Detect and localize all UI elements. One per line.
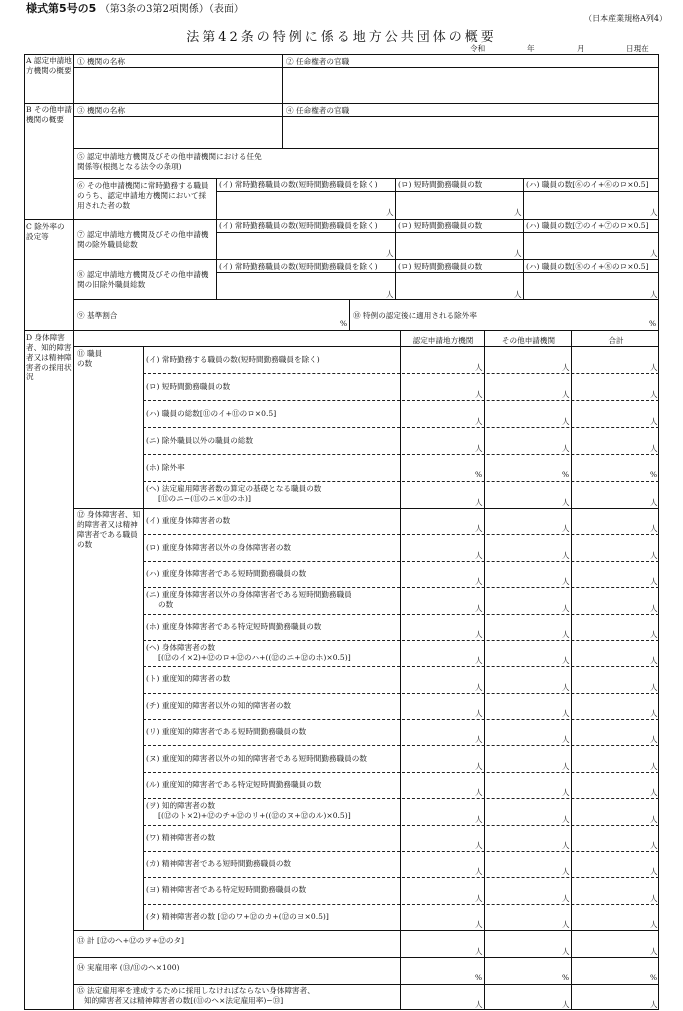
unit-person: 人 [650,893,658,903]
group-12-row-label: (イ) 重度身体障害者の数 [146,516,231,526]
row-15-sub: 知的障害者又は精神障害者の数[(⑪のヘ×法定雇用率)−⑬] [84,996,284,1005]
unit-person: 人 [475,1000,483,1009]
unit-person: 人 [386,249,394,258]
unit-percent: % [650,470,658,479]
c8-col-regular: (イ) 常時勤務職員の数(短時間勤務職員を除く) [219,262,378,271]
row-14-label: ⑭ 実雇用率 (⑬/⑪のヘ×100) [77,963,180,972]
col-header-total: 合計 [608,336,624,345]
transferred-staff-label: ⑥ その他申請機関に常時勤務する職員のうち、認定申請地方機関において採用された者の数 [77,181,209,210]
group-12-row-label: (タ) 精神障害者の数 [⑫のワ+⑫のカ+(⑫のヨ×0.5)] [146,911,329,921]
section-d-label: D 身体障害者、知的障害者又は精神障害者の採用状況 [26,333,72,382]
unit-person: 人 [562,524,570,534]
unit-person: 人 [475,629,483,639]
unit-person: 人 [650,290,658,299]
b-col-parttime: (ロ) 短時間勤務職員の数 [398,180,483,189]
unit-person: 人 [475,735,483,745]
group-12-row-label: (チ) 重度知的障害者以外の知的障害者の数 [146,700,292,710]
unit-person: 人 [562,893,570,903]
group-12-label: ⑫ 身体障害者、知的障害者又は精神障害者である職員の数 [77,510,141,549]
section-a-label: A 認定申請地方機関の概要 [26,56,72,75]
unit-person: 人 [475,788,483,798]
row-divider [143,454,659,455]
former-excluded-staff-label: ⑧ 認定申請地方機関及びその他申請機関の旧除外職員総数 [77,270,209,289]
unit-percent: % [649,319,657,328]
col-header-applicant: 認定申請地方機関 [412,336,474,345]
unit-person: 人 [562,629,570,639]
unit-person: 人 [562,550,570,560]
unit-person: 人 [650,788,658,798]
row-divider [143,719,659,720]
row-divider [143,427,659,428]
group-12-row-label: (ヌ) 重度知的障害者以外の知的障害者である短時間勤務職員の数 [146,753,367,763]
unit-person: 人 [650,947,658,956]
group-12-row-label: (ハ) 重度身体障害者である短時間勤務職員の数 [146,568,307,578]
unit-person: 人 [650,656,658,666]
row-13-label: ⑬ 計 [⑫のヘ+⑫のヲ+⑫のタ] [77,936,185,945]
row-divider [143,481,659,482]
unit-person: 人 [475,656,483,666]
group-11-row-label: (ニ) 除外職員以外の職員の総数 [146,435,254,445]
unit-person: 人 [514,249,522,258]
unit-person: 人 [562,761,570,771]
appointer-title-label: ② 任命権者の官職 [286,57,350,66]
unit-person: 人 [650,867,658,877]
unit-person: 人 [386,290,394,299]
unit-person: 人 [650,550,658,560]
unit-percent: % [475,973,483,982]
unit-person: 人 [650,629,658,639]
group-11-row-label: (ロ) 短時間勤務職員の数 [146,381,231,391]
unit-person: 人 [475,893,483,903]
section-c-label: C 除外率の設定等 [26,222,65,241]
unit-person: 人 [562,1000,570,1009]
unit-person: 人 [562,814,570,824]
date-year: 年 [527,44,535,53]
unit-person: 人 [475,550,483,560]
row-divider [143,534,659,535]
agency-name-label: ① 機関の名称 [77,57,125,66]
unit-person: 人 [475,444,483,453]
unit-person: 人 [562,840,570,850]
group-12-row-label: (ロ) 重度身体障害者以外の身体障害者の数 [146,542,292,552]
form-header [26,2,244,16]
group-11-row-label: (ハ) 職員の総数[⑪のイ+⑪のロ×0.5] [146,408,277,418]
unit-person: 人 [650,682,658,692]
unit-percent: % [340,319,348,328]
unit-person: 人 [562,498,570,507]
row-divider [143,851,659,852]
group-11-row-label: (ヘ) 法定雇用障害者数の算定の基礎となる職員の数 [146,484,322,493]
unit-person: 人 [475,524,483,534]
appointment-relations-label: ⑤ 認定申請地方機関及びその他申請機関における任免関係等(根拠となる法令の条項) [77,152,262,171]
unit-person: 人 [475,498,483,507]
unit-person: 人 [562,947,570,956]
group-12-row-formula: [(⑫のイ×2)+⑫のロ+⑫のハ+((⑫のニ+⑫のホ)×0.5)] [158,652,351,662]
unit-percent: % [562,973,570,982]
unit-person: 人 [475,867,483,877]
unit-person: 人 [562,577,570,587]
b-col-regular: (イ) 常時勤務職員の数(短時間勤務職員を除く) [219,180,378,189]
unit-person: 人 [475,709,483,718]
group-12-row-formula: の数 [158,600,174,610]
unit-person: 人 [475,390,483,399]
base-ratio-label: ⑨ 基準割合 [77,311,118,320]
row-divider [143,772,659,773]
unit-person: 人 [475,840,483,850]
unit-person: 人 [475,363,483,372]
form-number: 様式第5号の5 [26,2,97,15]
unit-percent: % [650,973,658,982]
unit-person: 人 [562,735,570,745]
row-divider [143,373,659,374]
date-era: 令和 [470,44,486,53]
unit-person: 人 [475,682,483,692]
unit-person: 人 [650,498,658,507]
group-12-row-formula: [(⑫のト×2)+⑫のチ+⑫のリ+((⑫のヌ+⑫のル)×0.5)] [158,811,351,821]
unit-person: 人 [562,656,570,666]
group-12-row-label: (ニ) 重度身体障害者以外の身体障害者である短時間勤務職員 [146,590,352,600]
row-divider [143,640,659,641]
group-12-row-label: (リ) 重度知的障害者である短時間勤務職員の数 [146,727,307,737]
row-divider [143,561,659,562]
group-11-row-label: (イ) 常時勤務する職員の数(短時間勤務職員を除く) [146,354,320,364]
unit-person: 人 [514,290,522,299]
row-divider [143,587,659,588]
unit-person: 人 [562,709,570,718]
unit-person: 人 [650,208,658,217]
section-b-label: B その他申請機関の概要 [26,105,72,124]
paper-standard: （日本産業規格A列4） [584,14,667,23]
unit-person: 人 [475,603,483,613]
c7-col-parttime: (ロ) 短時間勤務職員の数 [398,221,483,230]
unit-person: 人 [475,417,483,426]
row-divider [143,666,659,667]
unit-person: 人 [475,577,483,587]
group-12-row-label: (ホ) 重度身体障害者である特定短時間勤務職員の数 [146,621,322,631]
unit-person: 人 [650,814,658,824]
exclusion-rate-label: ⑩ 特例の認定後に適用される除外率 [353,311,477,320]
unit-person: 人 [650,920,658,929]
form-ref: （第3条の3第2項関係）（表面） [99,4,244,15]
b-col-total: (ハ) 職員の数[⑥のイ+⑥のロ×0.5] [526,180,649,189]
unit-person: 人 [650,840,658,850]
group-12-row-label: (ヘ) 身体障害者の数 [146,642,216,652]
unit-person: 人 [562,682,570,692]
group-11-row-label: (ホ) 除外率 [146,462,185,472]
excluded-staff-label: ⑦ 認定申請地方機関及びその他申請機関の除外職員総数 [77,230,209,249]
col-header-other: その他申請機関 [501,336,556,345]
row-15-label: ⑮ 法定雇用率を達成するために採用しなければならない身体障害者、 [77,986,315,995]
other-agency-name-label: ③ 機関の名称 [77,106,125,115]
unit-person: 人 [650,363,658,372]
unit-person: 人 [475,814,483,824]
c8-col-parttime: (ロ) 短時間勤務職員の数 [398,262,483,271]
unit-person: 人 [650,709,658,718]
group-12-row-label: (ル) 重度知的障害者である特定短時間勤務職員の数 [146,779,322,789]
unit-person: 人 [562,363,570,372]
unit-person: 人 [650,524,658,534]
row-divider [143,693,659,694]
unit-person: 人 [650,735,658,745]
group-12-row-label: (カ) 精神障害者である短時間勤務職員の数 [146,859,292,869]
unit-person: 人 [650,603,658,613]
unit-percent: % [562,470,570,479]
date-month: 月 [577,44,585,53]
unit-person: 人 [650,444,658,453]
row-divider [143,825,659,826]
c7-col-regular: (イ) 常時勤務職員の数(短時間勤務職員を除く) [219,221,378,230]
unit-person: 人 [650,417,658,426]
unit-person: 人 [562,920,570,929]
c7-col-total: (ハ) 職員の数[⑦のイ+⑦のロ×0.5] [526,221,649,230]
group-11-row-formula: [⑪のニ−(⑪のニ×⑪のホ)] [158,494,251,503]
row-divider [143,904,659,905]
unit-person: 人 [650,249,658,258]
row-divider [143,877,659,878]
unit-person: 人 [386,208,394,217]
unit-person: 人 [475,920,483,929]
unit-person: 人 [650,1000,658,1009]
row-divider [143,745,659,746]
unit-person: 人 [562,390,570,399]
unit-person: 人 [650,577,658,587]
group-12-row-label: (ヨ) 精神障害者である特定短時間勤務職員の数 [146,885,307,895]
group-12-row-label: (ト) 重度知的障害者の数 [146,674,231,684]
page-title: 法第42条の特例に係る地方公共団体の概要 [186,30,497,45]
group-12-row-label: (ワ) 精神障害者の数 [146,832,216,842]
other-appointer-title-label: ④ 任命権者の官職 [286,106,350,115]
group-11-label: ⑪ 職員の数 [77,349,103,368]
unit-person: 人 [562,788,570,798]
group-12-row-label: (ヲ) 知的障害者の数 [146,801,216,811]
unit-person: 人 [562,444,570,453]
unit-person: 人 [562,417,570,426]
unit-person: 人 [562,603,570,613]
unit-person: 人 [650,761,658,771]
row-divider [143,798,659,799]
unit-person: 人 [562,867,570,877]
row-divider [143,614,659,615]
unit-person: 人 [475,947,483,956]
c8-col-total: (ハ) 職員の数[⑧のイ+⑧のロ×0.5] [526,262,649,271]
unit-person: 人 [475,761,483,771]
unit-person: 人 [650,390,658,399]
unit-person: 人 [514,208,522,217]
row-divider [143,400,659,401]
date-suffix: 日現在 [626,44,649,53]
unit-percent: % [475,470,483,479]
